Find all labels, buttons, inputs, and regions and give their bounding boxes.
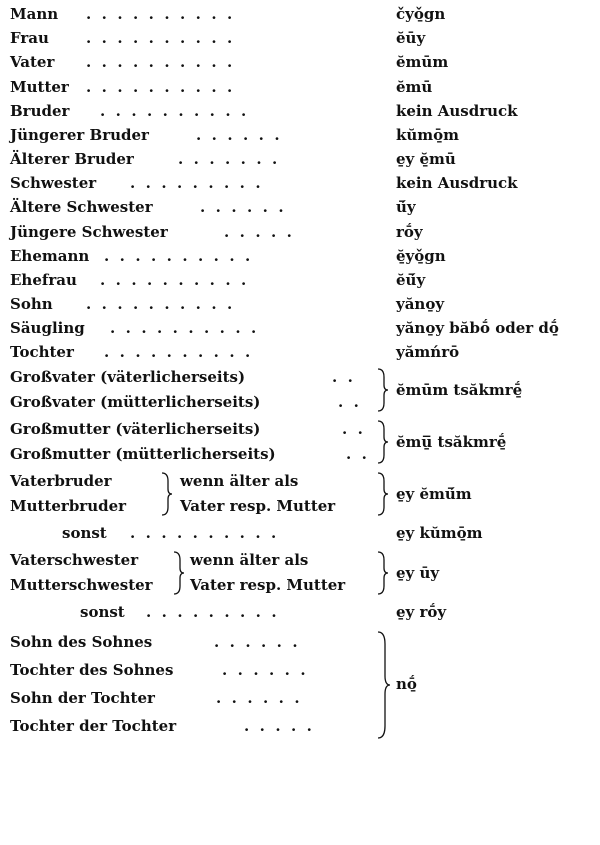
term-value: kein Ausdruck bbox=[396, 102, 518, 120]
grandmother-value: ĕmu̱̅ tsăkmrḗ̱ bbox=[396, 433, 507, 451]
term-label: Mann bbox=[10, 5, 59, 23]
right-brace bbox=[376, 550, 390, 596]
term-label: Bruder bbox=[10, 102, 70, 120]
aunt-else-label: sonst bbox=[80, 603, 125, 621]
term-label: Jüngerer Bruder bbox=[10, 126, 149, 144]
term-value: yămńrō bbox=[396, 343, 460, 361]
term-value: ĕū́y bbox=[396, 271, 426, 289]
leader-dots: . . . . . . . . . bbox=[130, 174, 261, 192]
term-label: Vater bbox=[10, 53, 55, 71]
leader-dots: . . . . . . bbox=[200, 198, 284, 216]
aunt-maternal-label: Mutterschwester bbox=[10, 576, 153, 594]
term-label: Älterer Bruder bbox=[10, 150, 134, 168]
right-brace bbox=[172, 550, 186, 596]
leader-dots: . . . . . . . . . . bbox=[86, 295, 233, 313]
term-value: ū́y bbox=[396, 198, 416, 216]
grandchildren-value: nṓ̱ bbox=[396, 675, 417, 693]
right-brace bbox=[376, 630, 392, 740]
grandchild-label: Tochter der Tochter bbox=[10, 717, 177, 735]
leader-dots: . . . . . . . . . . bbox=[100, 102, 247, 120]
uncle-else-value: e̱y kŭmō̱m bbox=[396, 524, 483, 542]
aunt-condition-line1: wenn älter als bbox=[190, 551, 309, 569]
leader-dots: . . bbox=[338, 393, 359, 411]
grandchild-label: Sohn der Tochter bbox=[10, 689, 155, 707]
leader-dots: . . bbox=[342, 420, 363, 438]
leader-dots: . . . . . bbox=[244, 717, 312, 735]
leader-dots: . . . . . . . bbox=[178, 150, 278, 168]
grandfather-maternal-label: Großvater (mütterlicherseits) bbox=[10, 393, 261, 411]
term-label: Ehefrau bbox=[10, 271, 77, 289]
leader-dots: . . . . . . . . . . bbox=[86, 5, 233, 23]
uncle-condition-line1: wenn älter als bbox=[180, 472, 299, 490]
right-brace bbox=[376, 471, 390, 517]
leader-dots: . . . . . . bbox=[222, 661, 306, 679]
leader-dots: . . bbox=[332, 368, 353, 386]
leader-dots: . . . . . . . . . . bbox=[86, 78, 233, 96]
term-value: ĕūy bbox=[396, 29, 426, 47]
grandfather-value: ĕmūm tsăkmrḗ̱ bbox=[396, 381, 523, 399]
term-label: Säugling bbox=[10, 319, 85, 337]
uncle-paternal-label: Vaterbruder bbox=[10, 472, 112, 490]
term-value: rṓy bbox=[396, 223, 423, 241]
term-label: Ehemann bbox=[10, 247, 90, 265]
right-brace bbox=[376, 367, 390, 413]
term-value: yăno̱y băbṓ oder dṓ̱ bbox=[396, 319, 559, 337]
term-label: Schwester bbox=[10, 174, 97, 192]
term-label: Frau bbox=[10, 29, 49, 47]
leader-dots: . . . . . . . . . . bbox=[100, 271, 247, 289]
aunt-condition-line2: Vater resp. Mutter bbox=[190, 576, 346, 594]
leader-dots: . . . . . bbox=[224, 223, 292, 241]
term-value: kŭmō̱m bbox=[396, 126, 460, 144]
term-value: ĕmū bbox=[396, 78, 433, 96]
term-value: yăno̱y bbox=[396, 295, 445, 313]
uncle-condition-line2: Vater resp. Mutter bbox=[180, 497, 336, 515]
grandmother-maternal-label: Großmutter (mütterlicherseits) bbox=[10, 445, 276, 463]
leader-dots: . . . . . . . . . . bbox=[110, 319, 257, 337]
leader-dots: . . . . . . . . . . bbox=[86, 29, 233, 47]
leader-dots: . . . . . . bbox=[214, 633, 298, 651]
leader-dots: . . . . . . . . . . bbox=[104, 343, 251, 361]
leader-dots: . . . . . . bbox=[216, 689, 300, 707]
grandfather-paternal-label: Großvater (väterlicherseits) bbox=[10, 368, 246, 386]
term-value: kein Ausdruck bbox=[396, 174, 518, 192]
uncle-maternal-label: Mutterbruder bbox=[10, 497, 127, 515]
uncle-value: e̱y ĕmū́m bbox=[396, 485, 472, 503]
grandchild-label: Sohn des Sohnes bbox=[10, 633, 153, 651]
term-value: ĕmūm bbox=[396, 53, 449, 71]
right-brace bbox=[160, 471, 174, 517]
grandmother-paternal-label: Großmutter (väterlicherseits) bbox=[10, 420, 261, 438]
term-label: Mutter bbox=[10, 78, 69, 96]
aunt-else-value: e̱y rṓy bbox=[396, 603, 447, 621]
uncle-else-label: sonst bbox=[62, 524, 107, 542]
grandchild-label: Tochter des Sohnes bbox=[10, 661, 174, 679]
term-value: čyǒ̱gn bbox=[396, 5, 446, 23]
term-value: ĕ̱yǒ̱gn bbox=[396, 247, 446, 265]
leader-dots: . . . . . . . . . . bbox=[104, 247, 251, 265]
leader-dots: . . . . . . . . . bbox=[146, 603, 277, 621]
leader-dots: . . . . . . . . . . bbox=[130, 524, 277, 542]
term-label: Tochter bbox=[10, 343, 74, 361]
term-value: e̱y ĕ̱mū bbox=[396, 150, 456, 168]
term-label: Ältere Schwester bbox=[10, 198, 153, 216]
right-brace bbox=[376, 419, 390, 465]
term-label: Sohn bbox=[10, 295, 53, 313]
term-label: Jüngere Schwester bbox=[10, 223, 168, 241]
aunt-paternal-label: Vaterschwester bbox=[10, 551, 139, 569]
leader-dots: . . . . . . bbox=[196, 126, 280, 144]
aunt-value: e̱y ūy bbox=[396, 564, 440, 582]
leader-dots: . . . . . . . . . . bbox=[86, 53, 233, 71]
leader-dots: . . bbox=[346, 445, 367, 463]
